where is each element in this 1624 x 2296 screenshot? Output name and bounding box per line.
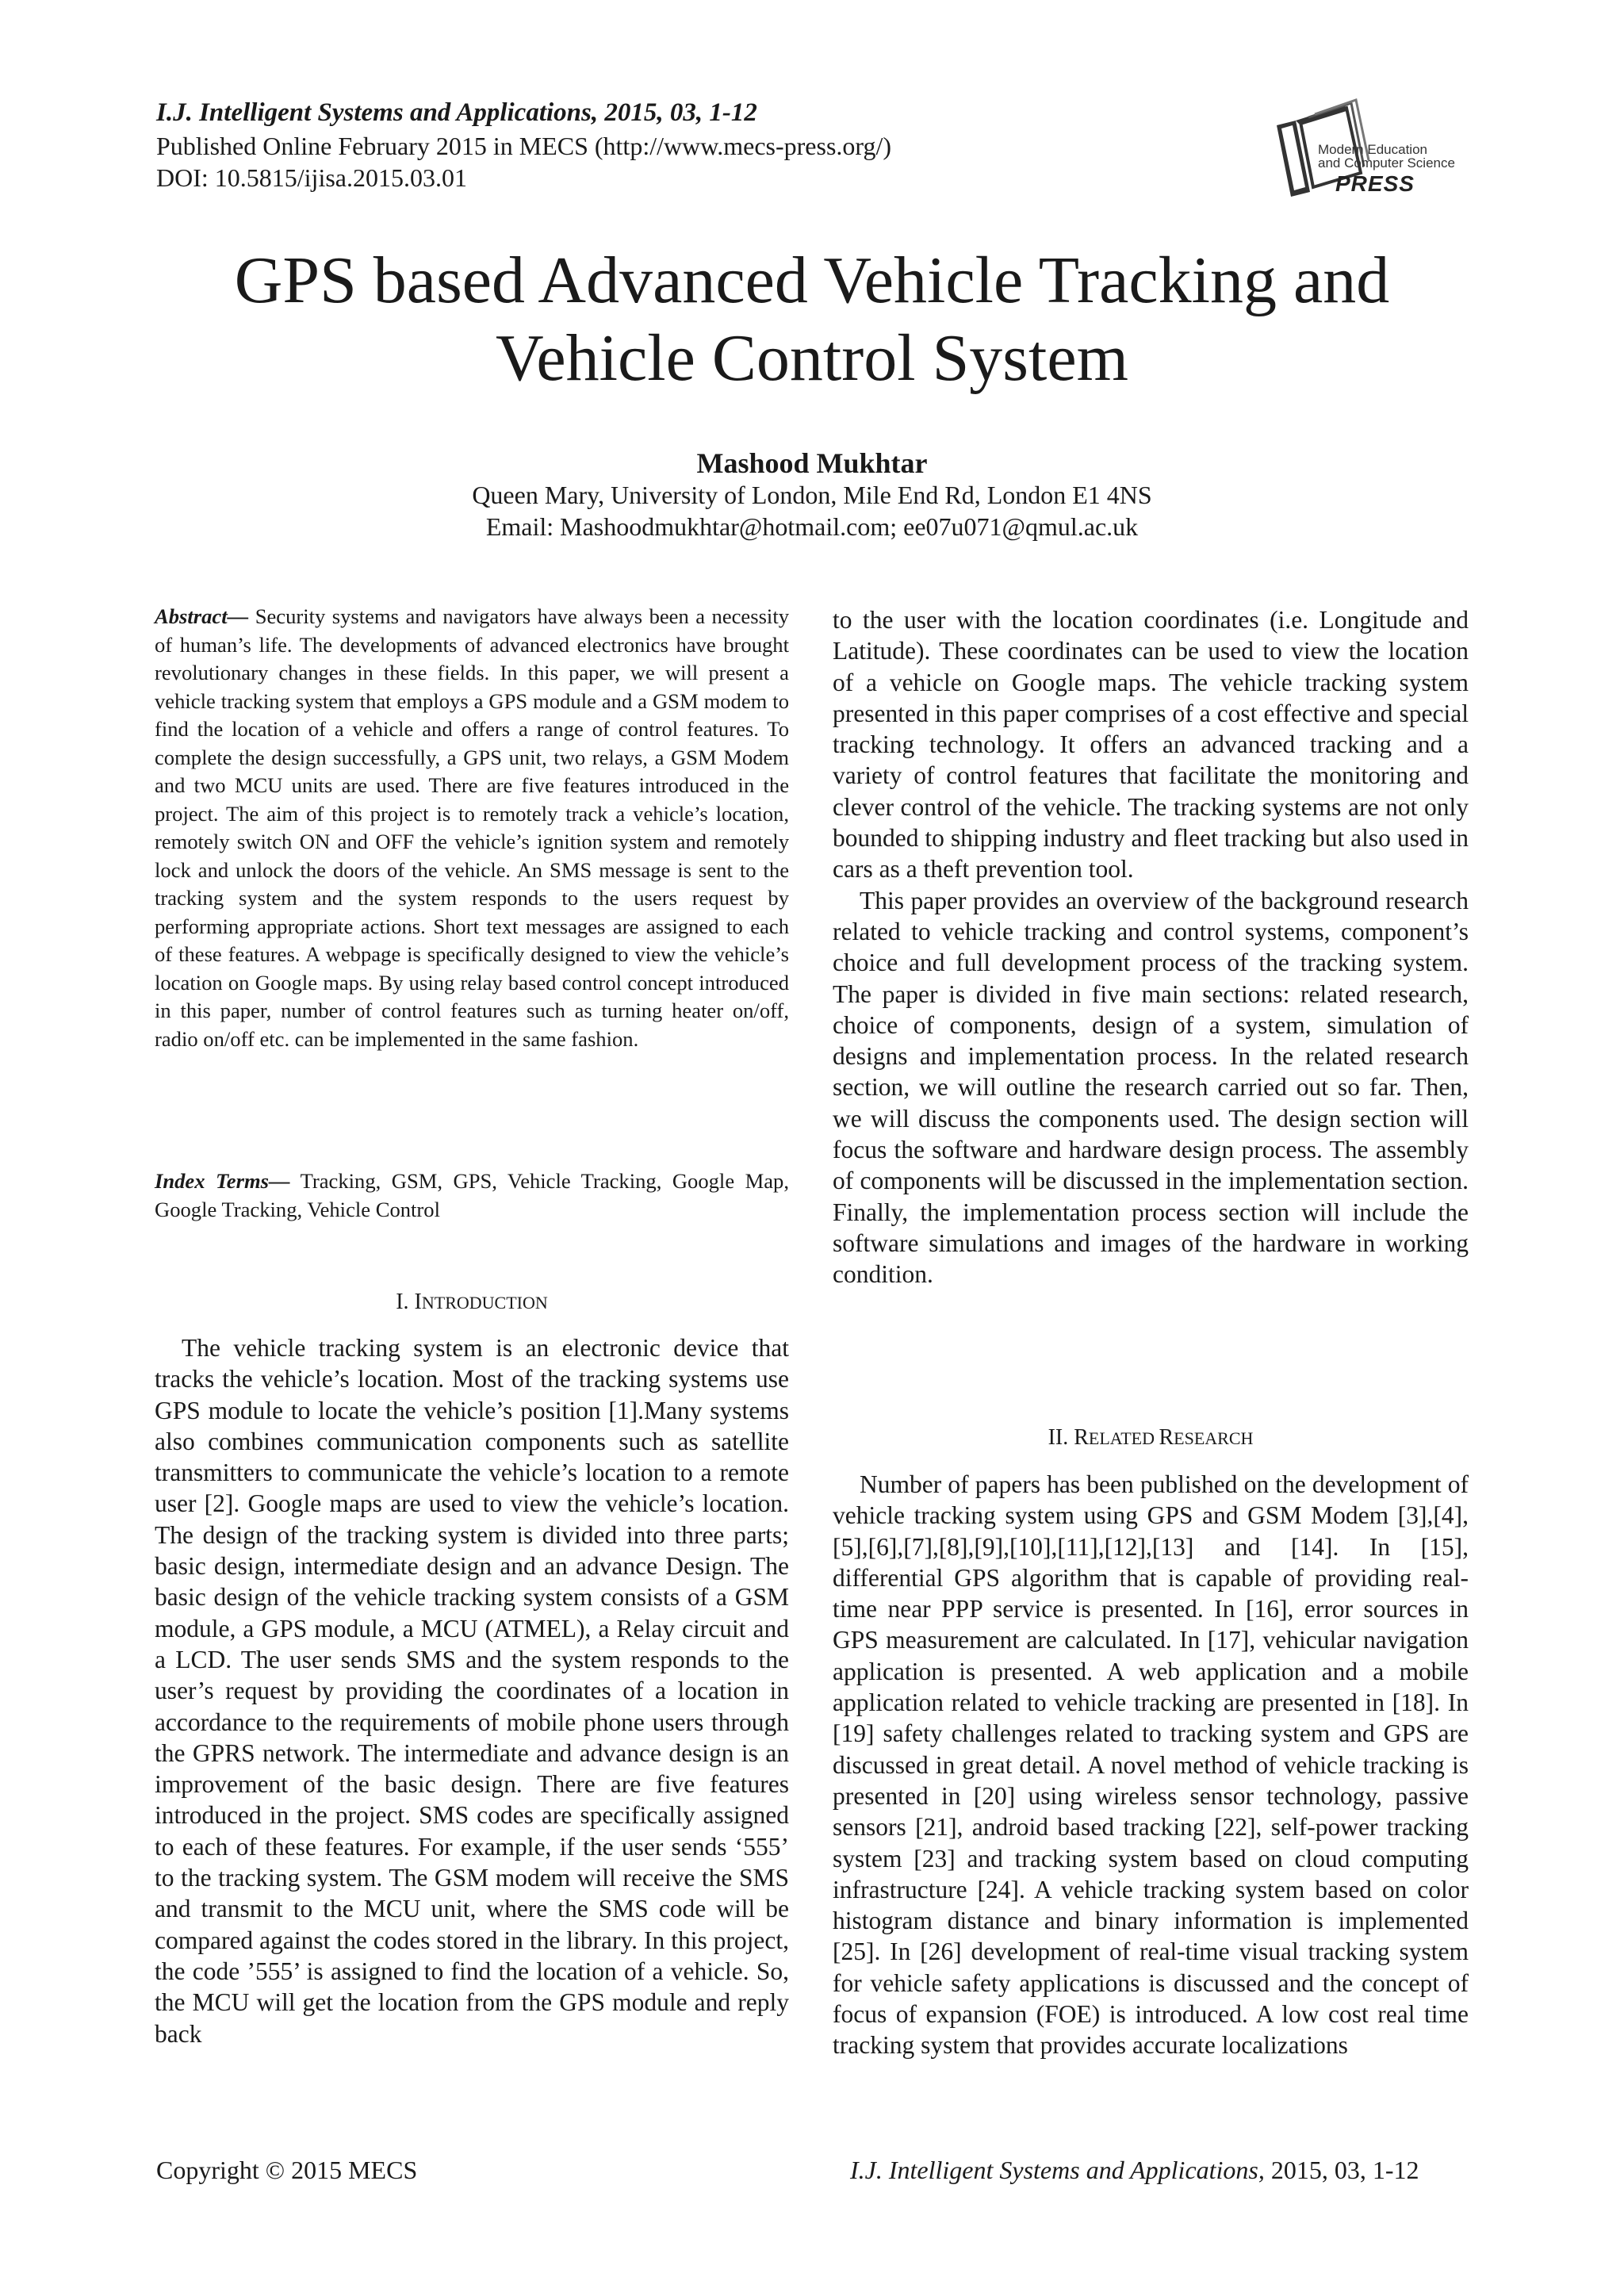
section1-numeral: I. I	[396, 1290, 422, 1314]
related-research-paragraph: Number of papers has been published on the development of vehicle tracking system using GPS and GSM Modem [3],[4],[5],[6],[7],[8],[9],[10],[11],[12],[13] and [14]. In [15], differential GPS algorithm that is capable of providing real-time near PPP service is presented. In [16], error sources in GPS measurement are calculated. In [17], vehicular navigation application is presented. A web application and a mobile application related to vehicle tracking are presented in [18]. In [19] safety challenges related to tracking system and GPS are discussed in great detail. A novel method of vehicle tracking is presented in [20] using wireless sensor technology, passive sensors [21], android based tracking [22], self-power tracking system [23] and tracking system based on cloud computing infrastructure [24]. A vehicle tracking system based on color histogram distance and binary information is implemented [25]. In [26] development of real-time visual tracking system for vehicle safety applications is discussed and the concept of focus of expansion (FOE) is introduced. A low cost real time tracking system that provides accurate localizations	[833, 1470, 1469, 2060]
author-affiliation: Queen Mary, University of London, Mile End Rd, London E1 4NS	[472, 481, 1152, 509]
section2-title-part1: ELATED	[1088, 1428, 1159, 1448]
logo-line2: and Computer Science	[1318, 155, 1455, 171]
introduction-paragraph: The vehicle tracking system is an electronic device that tracks the vehicle’s location. Most of the tracking systems use GPS module to locate the vehicle’s position [1].Many systems also combines communication components such as satellite transmitters to communicate the vehicle’s location to a remote user [2]. Google maps are used to view the vehicle’s location. The design of the tracking system is divided into three parts; basic design, intermediate design and an advance Design. The basic design of the vehicle tracking system consists of a GSM module, a GPS module, a MCU (ATMEL), a Relay circuit and a LCD. The user sends SMS and the system responds to the user’s request by providing the coordinates of a location in accordance to the requirements of mobile phone users through the GPRS network. The intermediate and advance design is an improvement of the basic design. There are five features introduced in the project. SMS codes are specifically assigned to each of these features. For example, if the user sends ‘555’ to the tracking system. The GSM modem will receive the SMS and transmit to the MCU unit, where the SMS code will be compared against the codes stored in the library. In this project, the code ’555’ is assigned to find the location of a vehicle. So, the MCU will get the location from the GPS module and reply back	[155, 1334, 789, 2048]
journal-name: I.J. Intelligent Systems and Applications,	[156, 98, 599, 127]
section1-title: NTRODUCTION	[421, 1293, 548, 1313]
introduction-continued-paragraph: to the user with the location coordinates (i.e. Longitude and Latitude). These coordinates can be used to view the location of a vehicle on Google maps. The vehicle tracking system presented in this paper comprises of a cost effective and special tracking technology. It offers an advanced tracking and a variety of control features that facilitate the monitoring and clever control of the vehicle. The tracking systems are not only bounded to shipping industry and fleet tracking but also used in cars as a theft prevention tool.	[833, 606, 1469, 884]
index-terms	[155, 1167, 789, 1224]
footer-journal	[850, 2154, 1419, 2186]
index-terms-text: Tracking, GSM, GPS, Vehicle Tracking, Google Map, Google Tracking, Vehicle Control	[155, 1169, 789, 1221]
abstract-label: Abstract—	[155, 604, 249, 628]
mecs-press-logo	[1269, 94, 1467, 205]
author-name: Mashood Mukhtar	[696, 447, 928, 479]
section2-initial: R	[1159, 1425, 1174, 1450]
right-column-body	[833, 604, 1469, 1290]
paper-title	[127, 242, 1497, 397]
footer-journal-issue: 2015, 03, 1-12	[1264, 2156, 1419, 2184]
related-research-body	[833, 1469, 1469, 2061]
logo-line1: Modern Education	[1318, 142, 1427, 157]
published-online: Published Online February 2015 in MECS (http://www.mecs-press.org/)	[156, 132, 892, 160]
logo-text	[1318, 143, 1455, 170]
journal-issue: 2015, 03, 1-12	[598, 98, 757, 127]
footer-journal-name: I.J. Intelligent Systems and Applications,	[850, 2156, 1265, 2184]
doi: DOI: 10.5815/ijisa.2015.03.01	[156, 163, 467, 192]
title-line1: GPS based Advanced Vehicle Tracking and	[234, 243, 1390, 317]
footer-copyright: Copyright © 2015 MECS	[156, 2156, 418, 2184]
section-heading-related-research	[833, 1424, 1469, 1453]
logo-press: PRESS	[1335, 171, 1415, 196]
section2-title-part2: ESEARCH	[1174, 1428, 1254, 1448]
abstract-text: Security systems and navigators have always been a necessity of human’s life. The developments of advanced electronics have brought revolutionary changes in these fields. In this paper, we will present a vehicle tracking system that employs a GPS module and a GSM modem to find the location of a vehicle and offers a range of control features. To complete the design successfully, a GPS unit, two relays, a GSM Modem and two MCU units are used. There are five features introduced in the project. The aim of this project is to remotely track a vehicle’s location, remotely switch ON and OFF the vehicle’s ignition system and remotely lock and unlock the doors of the vehicle. An SMS message is sent to the tracking system and the system responds to the users request by performing appropriate actions. Short text messages are assigned to each of these features. A webpage is specifically designed to view the vehicle’s location on Google maps. By using relay based control concept introduced in this paper, number of control features such as turning heater on/off, radio on/off etc. can be implemented in the same fashion.	[155, 604, 789, 1051]
introduction-body	[155, 1332, 789, 2049]
overview-paragraph: This paper provides an overview of the background research related to vehicle tracking and control systems, component’s choice and full development process of the tracking system. The paper is divided in five main sections: related research, choice of components, design of a system, simulation of designs and implementation process. In the related research section, we will outline the research carried out so far. Then, we will discuss the components used. The design section will focus the software and hardware design process. The assembly of components will be discussed in the implementation section. Finally, the implementation process section will include the software simulations and images of the hardware in working condition.	[833, 886, 1469, 1289]
section-heading-introduction	[155, 1288, 789, 1317]
index-terms-label: Index Terms—	[155, 1169, 290, 1193]
section2-numeral: II. R	[1048, 1425, 1089, 1450]
journal-header	[156, 97, 757, 128]
abstract	[155, 603, 789, 1053]
author-email: Email: Mashoodmukhtar@hotmail.com; ee07u071@qmul.ac.uk	[485, 512, 1139, 541]
title-line2: Vehicle Control System	[496, 321, 1128, 395]
